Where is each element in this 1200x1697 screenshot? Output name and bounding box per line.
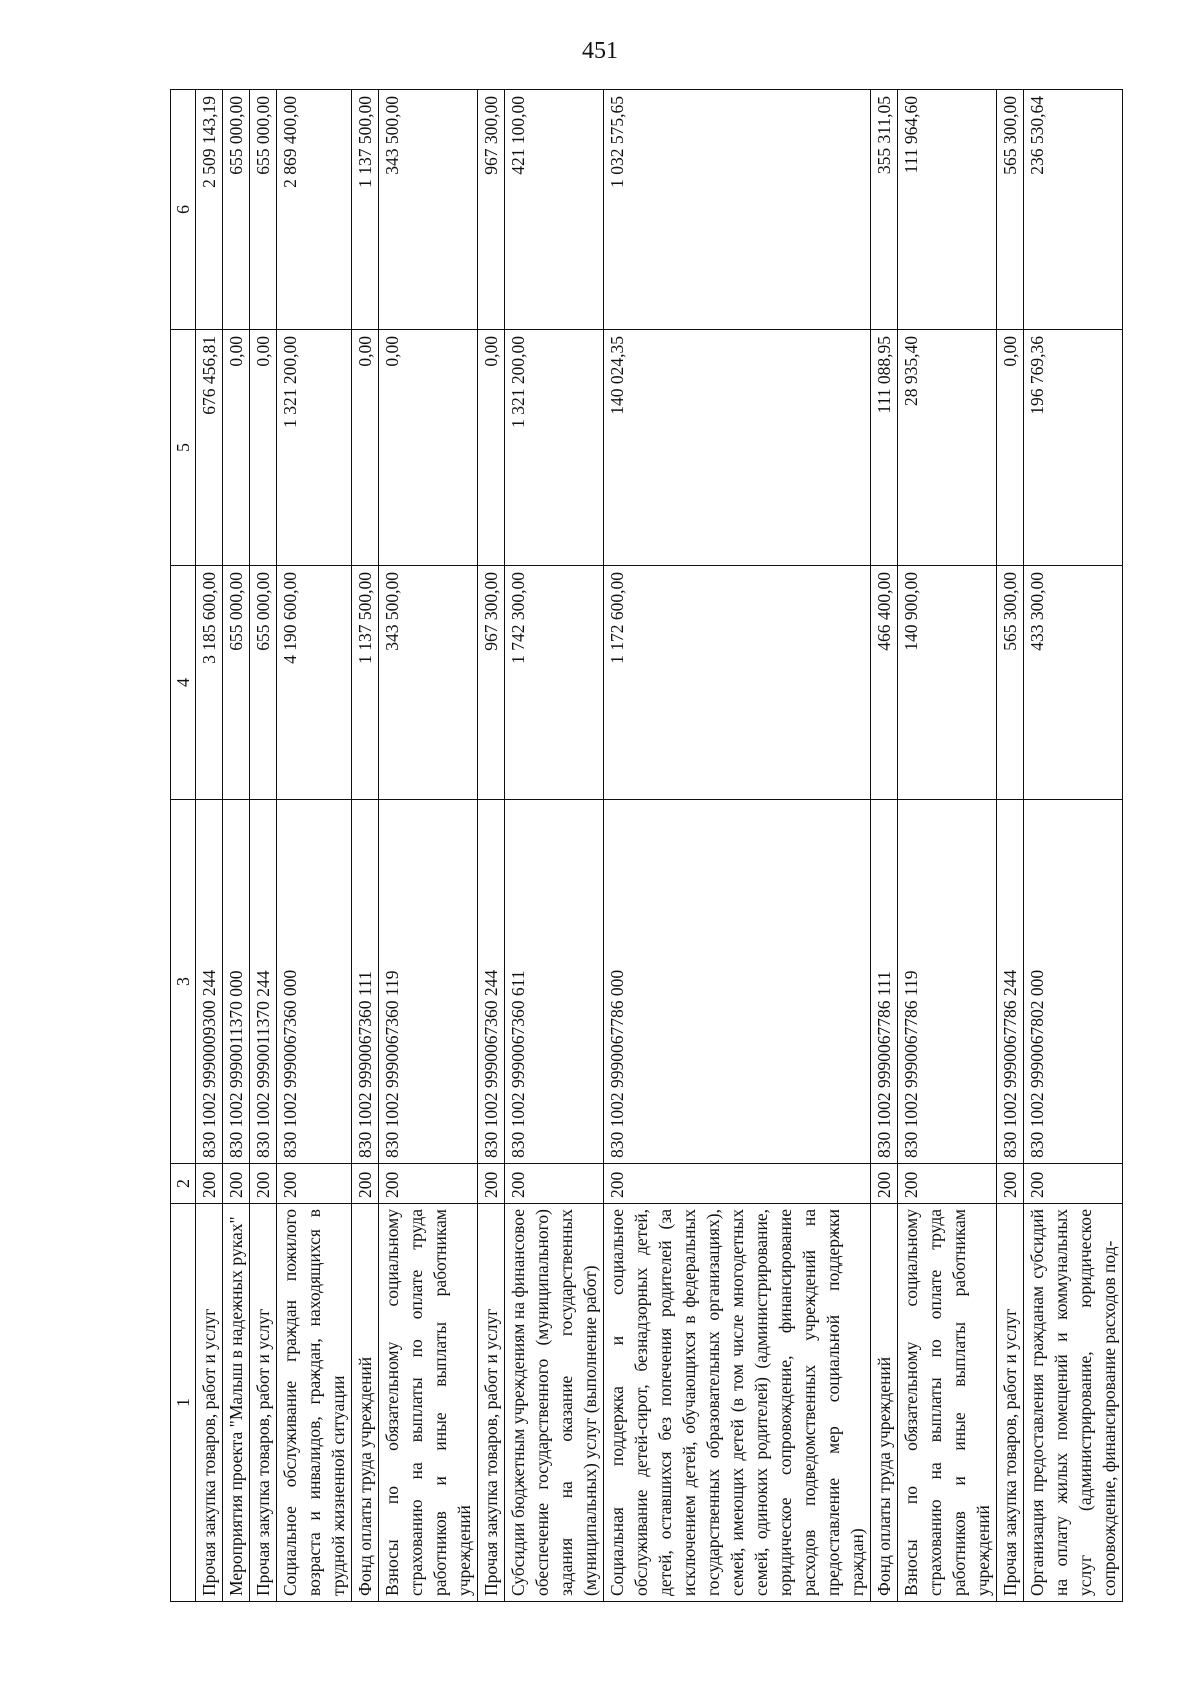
row-col-2: 200	[871, 1164, 898, 1204]
row-description: Субсидии бюджетным учреждениям на финансовое обеспечение государственного (муниципального) задания на оказание государственных (муниципальных) услуг (выполнение работ)	[505, 1204, 604, 1602]
row-col-5: 196 769,36	[1024, 330, 1123, 566]
row-code: 830 1002 9990067802 000	[1024, 800, 1123, 1164]
row-col-4: 466 400,00	[871, 566, 898, 800]
row-code: 830 1002 9990067360 119	[379, 800, 478, 1164]
row-code: 830 1002 9990067360 611	[505, 800, 604, 1164]
row-col-2: 200	[997, 1164, 1024, 1204]
row-col-4: 433 300,00	[1024, 566, 1123, 800]
row-col-6: 1 137 500,00	[352, 90, 379, 330]
table-row	[352, 90, 379, 1602]
row-code: 830 1002 9990067360 111	[352, 800, 379, 1164]
table-row	[997, 90, 1024, 1602]
row-col-2: 200	[277, 1164, 352, 1204]
row-code: 830 1002 9990011370 000	[223, 800, 250, 1164]
row-col-5: 140 024,35	[604, 330, 871, 566]
row-col-5: 111 088,95	[871, 330, 898, 566]
row-col-6: 2 869 400,00	[277, 90, 352, 330]
row-col-6: 655 000,00	[223, 90, 250, 330]
row-code: 830 1002 9990067786 244	[997, 800, 1024, 1164]
row-col-5: 28 935,40	[898, 330, 997, 566]
row-col-4: 1 742 300,00	[505, 566, 604, 800]
row-description: Прочая закупка товаров, работ и услуг	[478, 1204, 505, 1602]
header-col-1: 1	[171, 1204, 196, 1602]
row-col-4: 967 300,00	[478, 566, 505, 800]
row-col-4: 140 900,00	[898, 566, 997, 800]
row-col-6: 236 530,64	[1024, 90, 1123, 330]
table-row	[478, 90, 505, 1602]
row-description: Прочая закупка товаров, работ и услуг	[997, 1204, 1024, 1602]
row-col-2: 200	[250, 1164, 277, 1204]
row-col-5: 0,00	[478, 330, 505, 566]
table-row	[277, 90, 352, 1602]
row-col-2: 200	[898, 1164, 997, 1204]
row-description: Мероприятия проекта "Малыш в надежных руках"	[223, 1204, 250, 1602]
header-row	[171, 90, 196, 1602]
rotated-table-frame	[170, 90, 1119, 1602]
row-col-2: 200	[223, 1164, 250, 1204]
row-col-2: 200	[352, 1164, 379, 1204]
row-col-5: 1 321 200,00	[505, 330, 604, 566]
row-code: 830 1002 9990067786 111	[871, 800, 898, 1164]
row-col-2: 200	[1024, 1164, 1123, 1204]
header-col-2: 2	[171, 1164, 196, 1204]
row-col-4: 565 300,00	[997, 566, 1024, 800]
row-col-6: 1 032 575,65	[604, 90, 871, 330]
header-col-5: 5	[171, 330, 196, 566]
row-description: Прочая закупка товаров, работ и услуг	[250, 1204, 277, 1602]
row-description: Фонд оплаты труда учреждений	[352, 1204, 379, 1602]
row-description: Взносы по обязательному социальному страхованию на выплаты по оплате труда работников и иные выплаты работникам учреждений	[898, 1204, 997, 1602]
row-col-5: 0,00	[997, 330, 1024, 566]
row-col-2: 200	[196, 1164, 223, 1204]
row-code: 830 1002 9990009300 244	[196, 800, 223, 1164]
row-col-4: 655 000,00	[223, 566, 250, 800]
row-col-4: 1 172 600,00	[604, 566, 871, 800]
row-col-4: 343 500,00	[379, 566, 478, 800]
row-code: 830 1002 9990067786 119	[898, 800, 997, 1164]
row-code: 830 1002 9990011370 244	[250, 800, 277, 1164]
row-col-6: 111 964,60	[898, 90, 997, 330]
table-row	[898, 90, 997, 1602]
row-col-5: 0,00	[352, 330, 379, 566]
row-col-6: 421 100,00	[505, 90, 604, 330]
row-col-6: 355 311,05	[871, 90, 898, 330]
row-col-2: 200	[379, 1164, 478, 1204]
budget-table	[170, 89, 1123, 1602]
row-col-6: 343 500,00	[379, 90, 478, 330]
row-code: 830 1002 9990067786 000	[604, 800, 871, 1164]
table-row	[505, 90, 604, 1602]
row-col-6: 967 300,00	[478, 90, 505, 330]
row-description: Взносы по обязательному социальному страхованию на выплаты по оплате труда работников и иные выплаты работникам учреждений	[379, 1204, 478, 1602]
table-row	[604, 90, 871, 1602]
row-col-5: 676 456,81	[196, 330, 223, 566]
row-description: Социальное обслуживание граждан пожилого возраста и инвалидов, граждан, находящихся в трудной жизненной ситуации	[277, 1204, 352, 1602]
page-number: 451	[582, 38, 618, 64]
row-col-6: 565 300,00	[997, 90, 1024, 330]
row-col-5: 0,00	[379, 330, 478, 566]
row-code: 830 1002 9990067360 000	[277, 800, 352, 1164]
header-col-4: 4	[171, 566, 196, 800]
row-col-2: 200	[478, 1164, 505, 1204]
row-code: 830 1002 9990067360 244	[478, 800, 505, 1164]
table-row	[1024, 90, 1123, 1602]
row-description: Социальная поддержка и социальное обслуживание детей-сирот, безнадзорных детей, детей, оставшихся без попечения родителей (за исключением детей, обучающихся в федеральных государственных образовательных организациях), семей, имеющих детей (в том числе многодетных семей, одиноких родителей) (администрирование, юридическое сопровождение, финансирование расходов подведомственных учреждений на предоставление мер социальной поддержки граждан)	[604, 1204, 871, 1602]
row-col-4: 1 137 500,00	[352, 566, 379, 800]
header-col-3: 3	[171, 800, 196, 1164]
row-col-2: 200	[604, 1164, 871, 1204]
row-col-6: 2 509 143,19	[196, 90, 223, 330]
row-description: Прочая закупка товаров, работ и услуг	[196, 1204, 223, 1602]
row-col-5: 0,00	[223, 330, 250, 566]
table-row	[871, 90, 898, 1602]
header-col-6: 6	[171, 90, 196, 330]
row-col-2: 200	[505, 1164, 604, 1204]
table-row	[196, 90, 223, 1602]
row-description: Организация предоставления гражданам субсидий на оплату жилых помещений и коммунальных услуг (администрирование, юридическое сопровождение, финансирование расходов под-	[1024, 1204, 1123, 1602]
table-row	[379, 90, 478, 1602]
row-col-4: 3 185 600,00	[196, 566, 223, 800]
table-row	[250, 90, 277, 1602]
row-description: Фонд оплаты труда учреждений	[871, 1204, 898, 1602]
row-col-5: 0,00	[250, 330, 277, 566]
row-col-4: 4 190 600,00	[277, 566, 352, 800]
row-col-6: 655 000,00	[250, 90, 277, 330]
table-row	[223, 90, 250, 1602]
row-col-5: 1 321 200,00	[277, 330, 352, 566]
row-col-4: 655 000,00	[250, 566, 277, 800]
